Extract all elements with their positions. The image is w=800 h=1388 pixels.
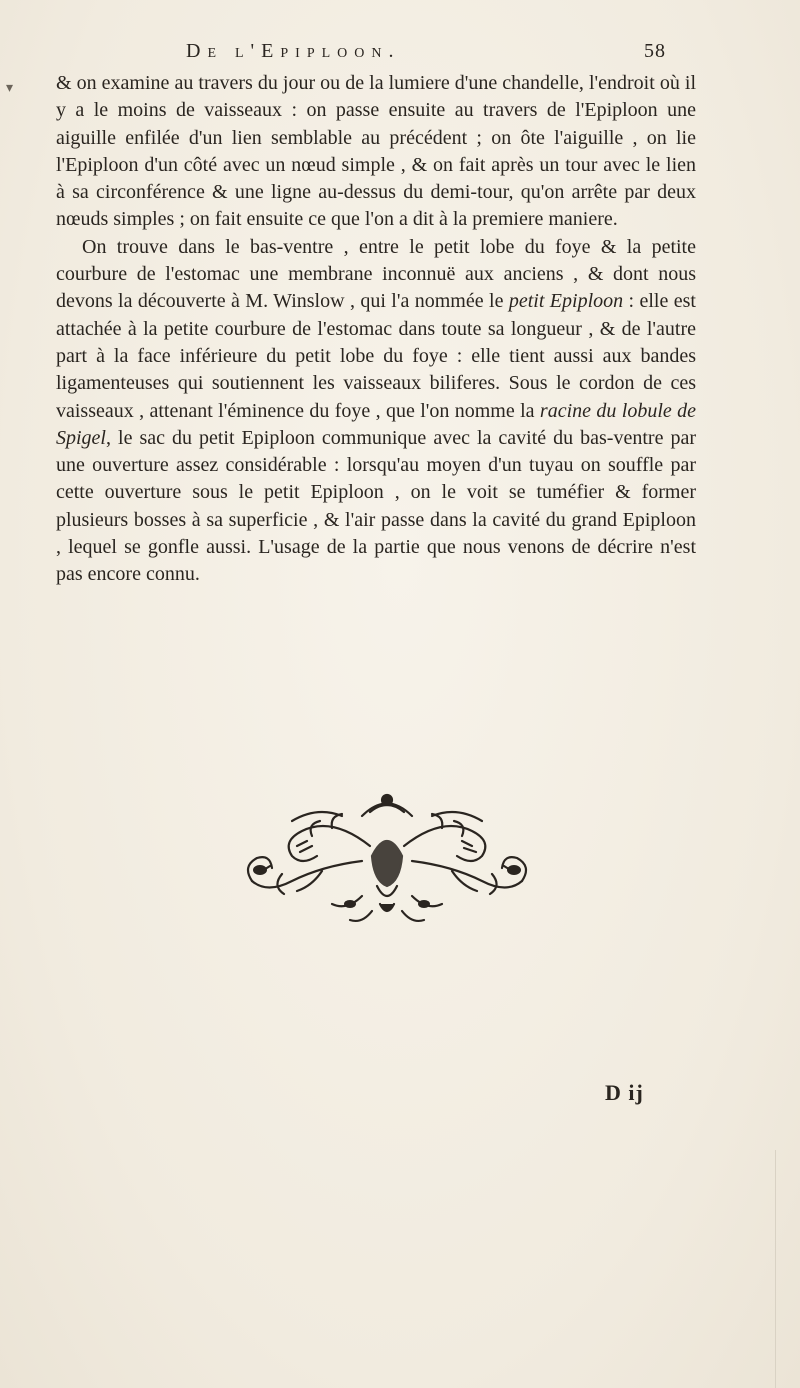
paragraph-1-text: & on examine au travers du jour ou de la lumiere d'une chandelle, l'endroit où il y a le moins de vaisseaux : on passe ensuite au travers de l'Epiploon une aiguille enfilée d'un lien semblable au précédent ; on ôte l'aiguille , on lie l'Epiploon d'un côté avec un nœud simple , & on fait après un tour avec le lien à sa circonférence & une ligne au-dessus du demi-tour, qu'on arrête par deux nœuds simples ; on fait ensuite ce que l'on a dit à la premiere maniere. bbox=[56, 72, 696, 231]
running-head-title: De l'Epiploon. bbox=[186, 40, 401, 62]
page-number: 58 bbox=[644, 40, 666, 62]
paragraph-2-text-b: : elle est attachée à la petite courbure de l'estomac dans toute sa longueur , & de l'autre part à la face inférieure du petit lobe du foye : elle tient aussi aux bandes ligamenteuses qui soutiennent les vaisseaux biliferes. Sous le cordon de ces vaisseaux , attenant l'éminence du foye , que l'on nomme la bbox=[56, 290, 696, 422]
term-racine-lobule-spigel: racine du lobule de Spigel bbox=[56, 399, 696, 449]
paragraph-2-text-a: On trouve dans le bas-ventre , entre le petit lobe du foye & la petite courbure de l'estomac une membrane inconnuë aux anciens , & dont nous devons la découverte à M. Winslow , qui l'a nommée le bbox=[56, 235, 696, 313]
margin-mark: ▾ bbox=[6, 81, 14, 96]
term-petit-epiploon: petit Epiploon bbox=[508, 290, 624, 313]
foliage-tailpiece-ornament-icon bbox=[222, 786, 552, 926]
body-text bbox=[56, 70, 696, 589]
paragraph-2-text-c: , le sac du petit Epiploon communique avec la cavité du bas-ventre par une ouverture assez considérable : lorsqu'au moyen d'un tuyau on souffle par cette ouverture sous le petit Epiploon , on le voit se tuméfier & former plusieurs bosses à sa superficie , & l'air passe dans la cavité du grand Epiploon , lequel se gonfle aussi. L'usage de la partie que nous venons de décrire n'est pas encore connu. bbox=[56, 426, 696, 586]
running-head bbox=[186, 40, 666, 70]
paragraph-2 bbox=[56, 234, 696, 589]
page-edge-line bbox=[775, 1150, 776, 1388]
paragraph-1 bbox=[56, 70, 696, 234]
signature-mark: D ij bbox=[605, 1080, 644, 1105]
